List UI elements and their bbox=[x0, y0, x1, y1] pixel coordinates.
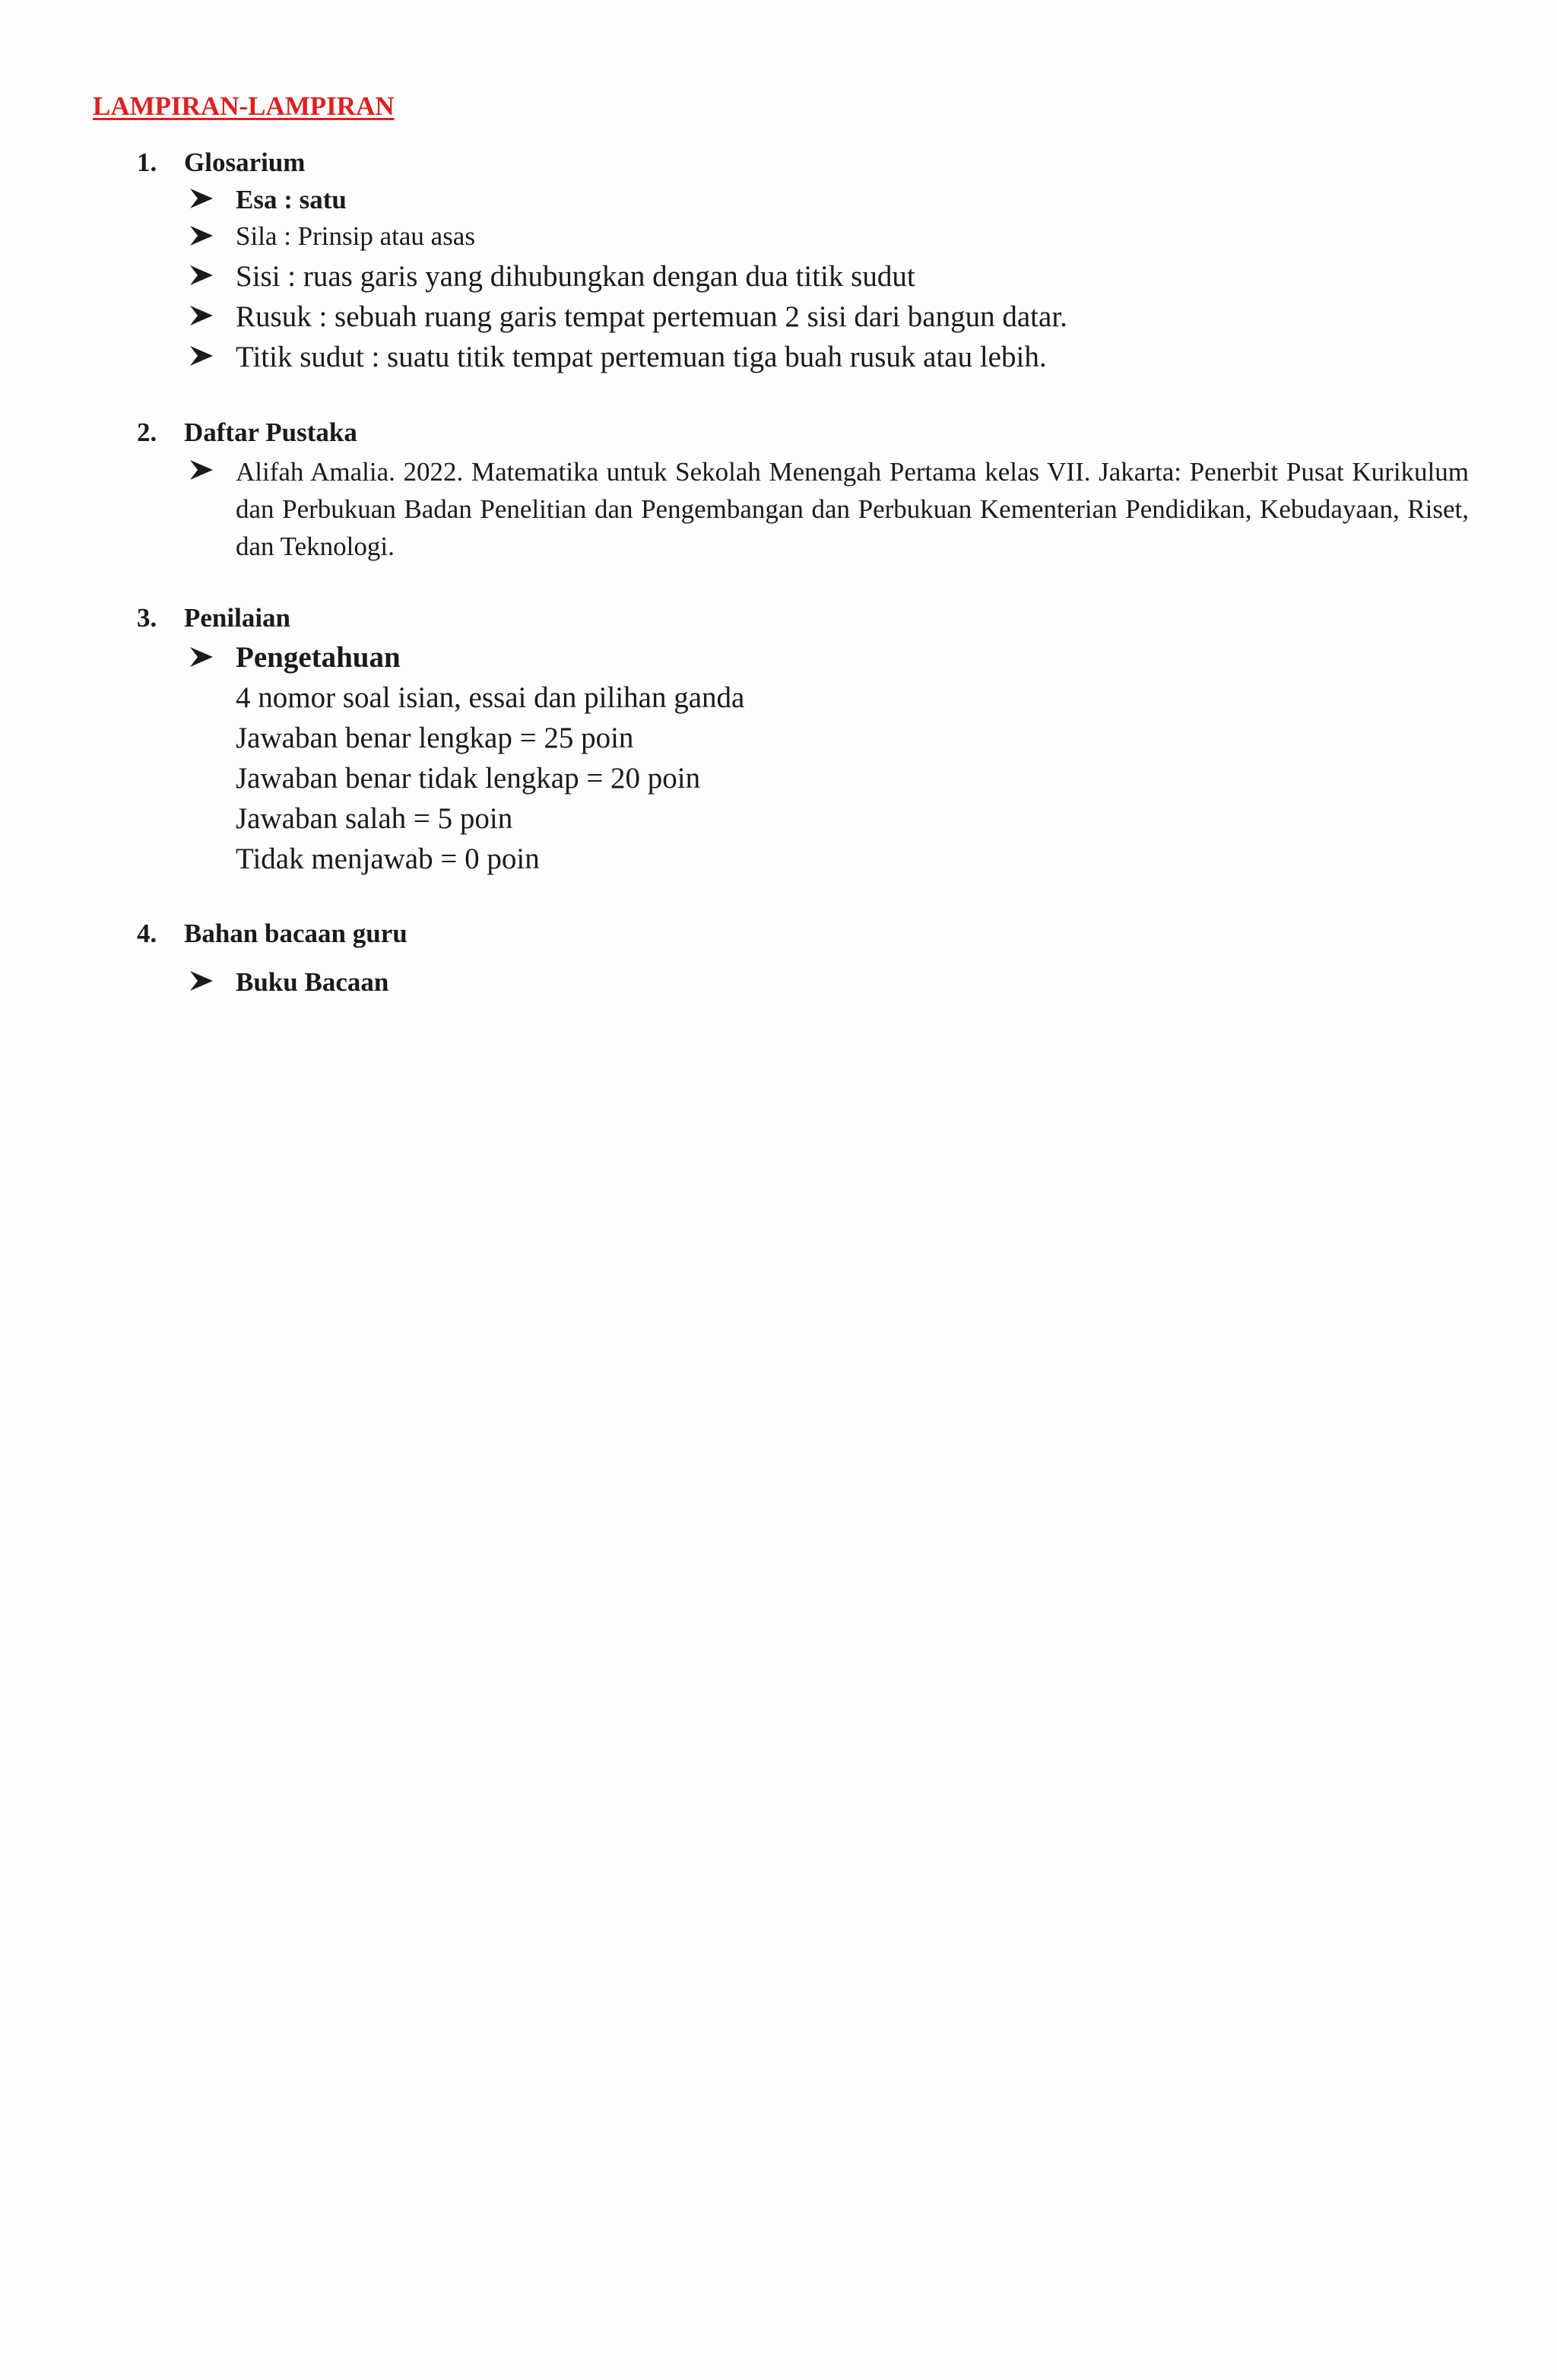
glossary-item: Titik sudut : suatu titik tempat pertemuan tiga buah rusuk atau lebih. bbox=[236, 341, 1047, 373]
glossary-item: Sila : Prinsip atau asas bbox=[236, 221, 475, 251]
section-title: Daftar Pustaka bbox=[184, 417, 357, 447]
assessment-line: Jawaban salah = 5 poin bbox=[236, 802, 513, 835]
section-heading-penilaian bbox=[137, 603, 290, 633]
arrow-bullet-icon bbox=[189, 187, 214, 210]
section-number: 2. bbox=[137, 417, 157, 447]
assessment-line: Tidak menjawab = 0 poin bbox=[236, 843, 540, 875]
arrow-bullet-icon bbox=[189, 224, 214, 247]
assessment-line: 4 nomor soal isian, essai dan pilihan ganda bbox=[236, 681, 745, 714]
section-heading-daftar-pustaka bbox=[137, 417, 357, 448]
arrow-bullet-icon bbox=[189, 969, 214, 992]
assessment-type: Pengetahuan bbox=[236, 641, 401, 674]
section-heading-bahan-bacaan bbox=[137, 919, 407, 949]
section-title: Glosarium bbox=[184, 148, 306, 177]
reference-entry: Alifah Amalia. 2022. Matematika untuk Sekolah Menengah Pertama kelas VII. Jakarta: Penerbit Pusat Kurikulum dan Perbukuan Badan Penelitian dan Pengembangan dan Perbukuan Kementerian Pendidikan, Kebudayaan, Riset, dan Teknologi. bbox=[236, 457, 1469, 561]
section-number: 4. bbox=[137, 919, 157, 948]
reading-item: Buku Bacaan bbox=[236, 967, 389, 997]
arrow-bullet-icon bbox=[189, 304, 214, 327]
arrow-bullet-icon bbox=[189, 459, 214, 481]
page-title: LAMPIRAN-LAMPIRAN bbox=[93, 91, 395, 121]
section-number: 3. bbox=[137, 603, 157, 633]
arrow-bullet-icon bbox=[189, 344, 214, 367]
assessment-line: Jawaban benar tidak lengkap = 20 poin bbox=[236, 762, 701, 795]
arrow-bullet-icon bbox=[189, 264, 214, 287]
glossary-item: Rusuk : sebuah ruang garis tempat pertemuan 2 sisi dari bangun datar. bbox=[236, 300, 1067, 333]
section-number: 1. bbox=[137, 148, 157, 177]
section-title: Bahan bacaan guru bbox=[184, 919, 407, 948]
assessment-line: Jawaban benar lengkap = 25 poin bbox=[236, 722, 634, 754]
glossary-item: Sisi : ruas garis yang dihubungkan dengan dua titik sudut bbox=[236, 260, 915, 293]
arrow-bullet-icon bbox=[189, 646, 214, 668]
section-title: Penilaian bbox=[184, 603, 291, 633]
glossary-item: Esa : satu bbox=[236, 185, 347, 214]
section-heading-glosarium bbox=[137, 148, 305, 178]
